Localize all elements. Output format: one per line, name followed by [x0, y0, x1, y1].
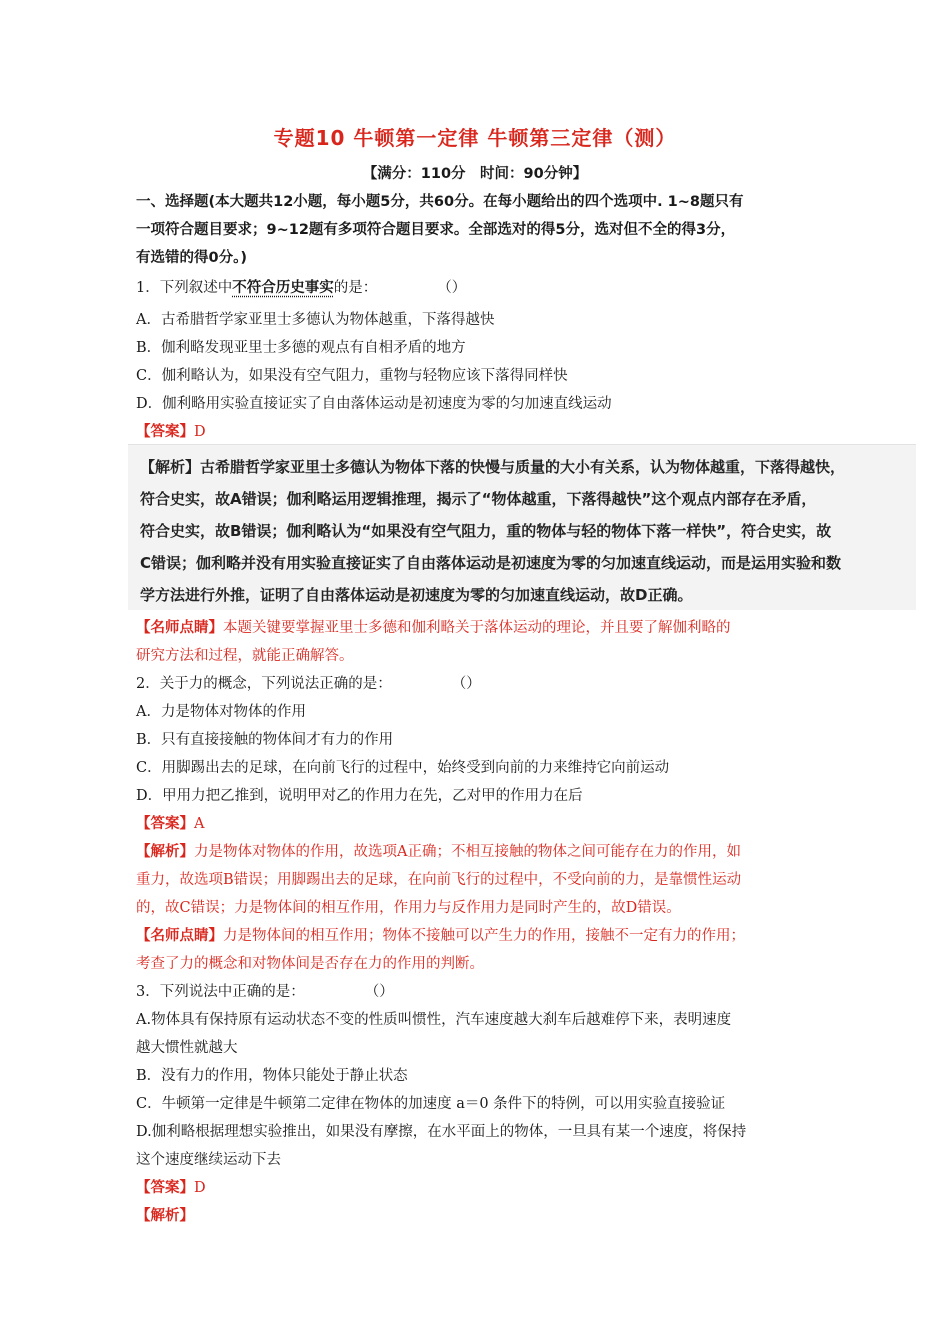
question-1-option-d: D．伽利略用实验直接证实了自由落体运动是初速度为零的匀加速直线运动 — [136, 396, 612, 412]
section-instruction-line: 有选错的得0分。) — [136, 250, 247, 266]
answer-blank: （） — [451, 676, 481, 692]
section-instruction-line: 一、选择题(本大题共12小题，每小题5分，共60分。在每小题给出的四个选项中. 1~8题只有 — [136, 194, 744, 210]
question-2-analysis-cont: 重力，故选项B错误；用脚踢出去的足球，在向前飞行的过程中，不受向前的力，是靠惯性运动 — [136, 872, 742, 888]
section-instruction-line: 一项符合题目要求；9~12题有多项符合题目要求。全部选对的得5分，选对但不全的得3分， — [136, 222, 736, 238]
question-2-tip-cont: 考查了力的概念和对物体间是否存在力的作用的判断。 — [136, 956, 484, 972]
question-3-analysis-label: 【解析】 — [136, 1208, 194, 1224]
question-2-option-a: A．力是物体对物体的作用 — [136, 704, 306, 720]
question-1-analysis-image — [128, 444, 916, 610]
question-3-option-d: D.伽利略根据理想实验推出，如果没有摩擦，在水平面上的物体，一旦具有某一个速度，将保持 — [136, 1124, 747, 1140]
answer-blank: （） — [437, 280, 467, 296]
analysis-line: C错误；伽利略并没有用实验直接证实了自由落体运动是初速度为零的匀加速直线运动，而是运用实验和数 — [140, 554, 842, 572]
analysis-text: 力是物体对物体的作用，故选项A正确；不相互接触的物体之间可能存在力的作用，如 — [194, 844, 741, 860]
score-time-info: 【满分：110分 时间：90分钟】 — [362, 166, 588, 182]
analysis-line: 学方法进行外推，证明了自由落体运动是初速度为零的匀加速直线运动，故D正确。 — [140, 586, 693, 604]
question-3-option-d-cont: 这个速度继续运动下去 — [136, 1152, 281, 1168]
answer-label: 【答案】 — [136, 1180, 194, 1196]
tip-text: 力是物体间的相互作用；物体不接触可以产生力的作用，接触不一定有力的作用； — [223, 928, 745, 944]
question-2-stem — [136, 674, 481, 694]
question-3-option-b: B．没有力的作用，物体只能处于静止状态 — [136, 1068, 408, 1084]
analysis-line: 符合史实，故B错误；伽利略认为“如果没有空气阻力，重的物体与轻的物体下落一样快”，符合史实，故 — [140, 522, 832, 540]
analysis-line: 符合史实，故A错误；伽利略运用逻辑推理，揭示了“物体越重，下落得越快”这个观点内部存在矛盾， — [140, 490, 817, 508]
question-1-tip-cont: 研究方法和过程，就能正确解答。 — [136, 648, 354, 664]
answer-value: D — [194, 424, 206, 440]
question-2-tip — [136, 926, 745, 946]
question-1-option-b: B．伽利略发现亚里士多德的观点有自相矛盾的地方 — [136, 340, 466, 356]
question-1-option-c: C．伽利略认为，如果没有空气阻力，重物与轻物应该下落得同样快 — [136, 368, 568, 384]
question-1-tip — [136, 618, 731, 638]
question-stem-text: 3．下列说法中正确的是： — [136, 984, 305, 1000]
question-2-option-c: C．用脚踢出去的足球，在向前飞行的过程中，始终受到向前的力来维持它向前运动 — [136, 760, 670, 776]
question-3-stem — [136, 982, 394, 1002]
question-3-option-a: A.物体具有保持原有运动状态不变的性质叫惯性，汽车速度越大刹车后越难停下来，表明速度 — [136, 1012, 732, 1028]
tip-text: 本题关键要掌握亚里士多德和伽利略关于落体运动的理论，并且要了解伽利略的 — [223, 620, 731, 636]
document-title: 专题10 牛顿第一定律 牛顿第三定律（测） — [273, 126, 677, 150]
analysis-line: 【解析】古希腊哲学家亚里士多德认为物体下落的快慢与质量的大小有关系，认为物体越重，下落得越快， — [140, 458, 846, 476]
question-2-option-d: D．甲用力把乙推到，说明甲对乙的作用力在先，乙对甲的作用力在后 — [136, 788, 583, 804]
analysis-label: 【解析】 — [136, 844, 194, 860]
question-2-analysis-cont: 的，故C错误；力是物体间的相互作用，作用力与反作用力是同时产生的，故D错误。 — [136, 900, 681, 916]
question-2-analysis — [136, 842, 741, 862]
answer-value: A — [194, 816, 205, 832]
answer-blank: （） — [364, 984, 394, 1000]
question-1-answer — [136, 422, 206, 442]
emphasized-phrase: 不符合历史事实 — [232, 280, 334, 296]
answer-label: 【答案】 — [136, 424, 194, 440]
question-3-answer — [136, 1178, 206, 1198]
answer-value: D — [194, 1180, 206, 1196]
question-1-stem — [136, 278, 466, 298]
question-3-option-c: C．牛顿第一定律是牛顿第二定律在物体的加速度 a＝0 条件下的特例，可以用实验直接验证 — [136, 1096, 726, 1112]
question-stem-text: 的是： — [333, 280, 378, 296]
question-3-option-a-cont: 越大惯性就越大 — [136, 1040, 238, 1056]
question-stem-text: 1．下列叙述中 — [136, 280, 233, 296]
question-2-option-b: B．只有直接接触的物体间才有力的作用 — [136, 732, 394, 748]
answer-label: 【答案】 — [136, 816, 194, 832]
tip-label: 【名师点睛】 — [136, 928, 223, 944]
question-2-answer — [136, 814, 204, 834]
tip-label: 【名师点睛】 — [136, 620, 223, 636]
question-1-option-a: A．古希腊哲学家亚里士多德认为物体越重，下落得越快 — [136, 312, 495, 328]
question-stem-text: 2．关于力的概念，下列说法正确的是： — [136, 676, 392, 692]
